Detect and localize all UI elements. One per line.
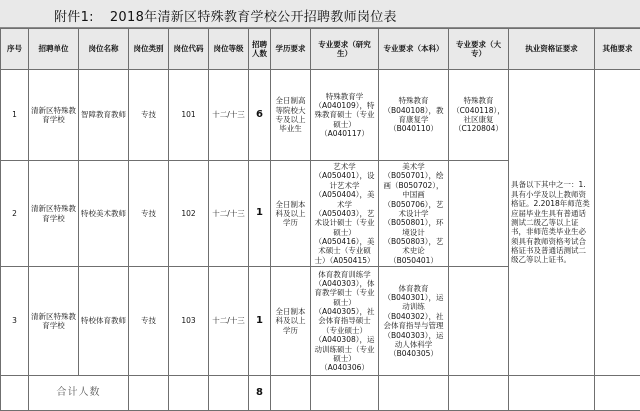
header-count: 招聘人数 [249,29,271,70]
cell-level: 十二/十三 [209,161,249,267]
cell-empty [595,376,640,411]
cell-count: 6 [249,70,271,161]
header-unit: 招聘单位 [29,29,79,70]
cell-major-ug: 体育教育（B040301），运动训练（B040302），社会体育指导与管理（B040303），运动人体科学（B040305） [379,267,449,376]
cell-education: 全日制高等院校大专及以上毕业生 [271,70,311,161]
cell-unit: 清新区特殊教育学校 [29,70,79,161]
header-code: 岗位代码 [169,29,209,70]
cell-code: 101 [169,70,209,161]
cell-position: 特校体育教师 [79,267,129,376]
cell-unit: 清新区特殊教育学校 [29,161,79,267]
header-category: 岗位类别 [129,29,169,70]
header-major-jc: 专业要求（大专） [449,29,509,70]
header-position: 岗位名称 [79,29,129,70]
cell-education: 全日制本科及以上学历 [271,161,311,267]
header-major-grad: 专业要求（研究生） [311,29,379,70]
header-certificate: 执业资格证要求 [509,29,595,70]
header-other: 其他要求 [595,29,640,70]
cell-empty [209,376,249,411]
cell-category: 专技 [129,161,169,267]
cell-empty [509,376,595,411]
header-no: 序号 [1,29,29,70]
cell-major-jc: 特殊教育（C040118），社区康复（C120804） [449,70,509,161]
total-row [1,376,640,411]
cell-empty [311,376,379,411]
cell-empty [129,376,169,411]
header-major-ug: 专业要求（本科） [379,29,449,70]
cell-level: 十二/十三 [209,70,249,161]
cell-unit: 清新区特殊教育学校 [29,267,79,376]
cell-no: 2 [1,161,29,267]
cell-count: 1 [249,161,271,267]
cell-total-empty [1,376,29,411]
cell-empty [379,376,449,411]
recruitment-table [0,28,640,411]
table-row [1,70,640,161]
cell-count: 1 [249,267,271,376]
cell-empty [449,376,509,411]
header-education: 学历要求 [271,29,311,70]
title-bar [0,0,640,28]
title-prefix: 附件1: [54,10,94,25]
cell-major-grad: 艺术学（A050401），设计艺术学（A050404），美术学（A050403），艺术设计硕士（专业硕士）（A050416），美术硕士（专业硕士）（A050415） [311,161,379,267]
cell-empty [169,376,209,411]
cell-other [595,70,640,376]
cell-category: 专技 [129,267,169,376]
cell-major-grad: 特殊教育学（A040109），特殊教育硕士（专业硕士）（A040117） [311,70,379,161]
cell-no: 1 [1,70,29,161]
cell-category: 专技 [129,70,169,161]
cell-major-grad: 体育教育训练学（A040303），体育教学硕士（专业硕士）（A040305），社会体育指导硕士（专业硕士）（A040308），运动训练硕士（专业硕士）（A040306） [311,267,379,376]
total-label: 合计人数 [29,376,129,411]
cell-major-ug: 美术学（B050701），绘画（B050702），中国画（B050706），艺术设计学（B050801），环境设计（B050803），艺术史论（B050401） [379,161,449,267]
cell-major-ug: 特殊教育（B040108），教育康复学（B040110） [379,70,449,161]
cell-position: 智障教育教师 [79,70,129,161]
cell-no: 3 [1,267,29,376]
cell-education: 全日制本科及以上学历 [271,267,311,376]
header-level: 岗位等级 [209,29,249,70]
cell-empty [271,376,311,411]
cell-major-jc [449,267,509,376]
total-count: 8 [249,376,271,411]
cell-major-jc [449,161,509,267]
cell-certificate: 具备以下其中之一：1.具有小学及以上教师资格证。2.2018年师范类应届毕业生具有普通话测试二级乙等以上证书，非师范类毕业生必须具有教师资格考试合格证书及普通话测试二级乙等以上证书。 [509,70,595,376]
cell-position: 特校美术教师 [79,161,129,267]
title-main: 2018年清新区特殊教育学校公开招聘教师岗位表 [110,10,397,25]
cell-level: 十二/十三 [209,267,249,376]
cell-code: 103 [169,267,209,376]
header-row [1,29,640,70]
cell-code: 102 [169,161,209,267]
document-title [54,6,397,25]
